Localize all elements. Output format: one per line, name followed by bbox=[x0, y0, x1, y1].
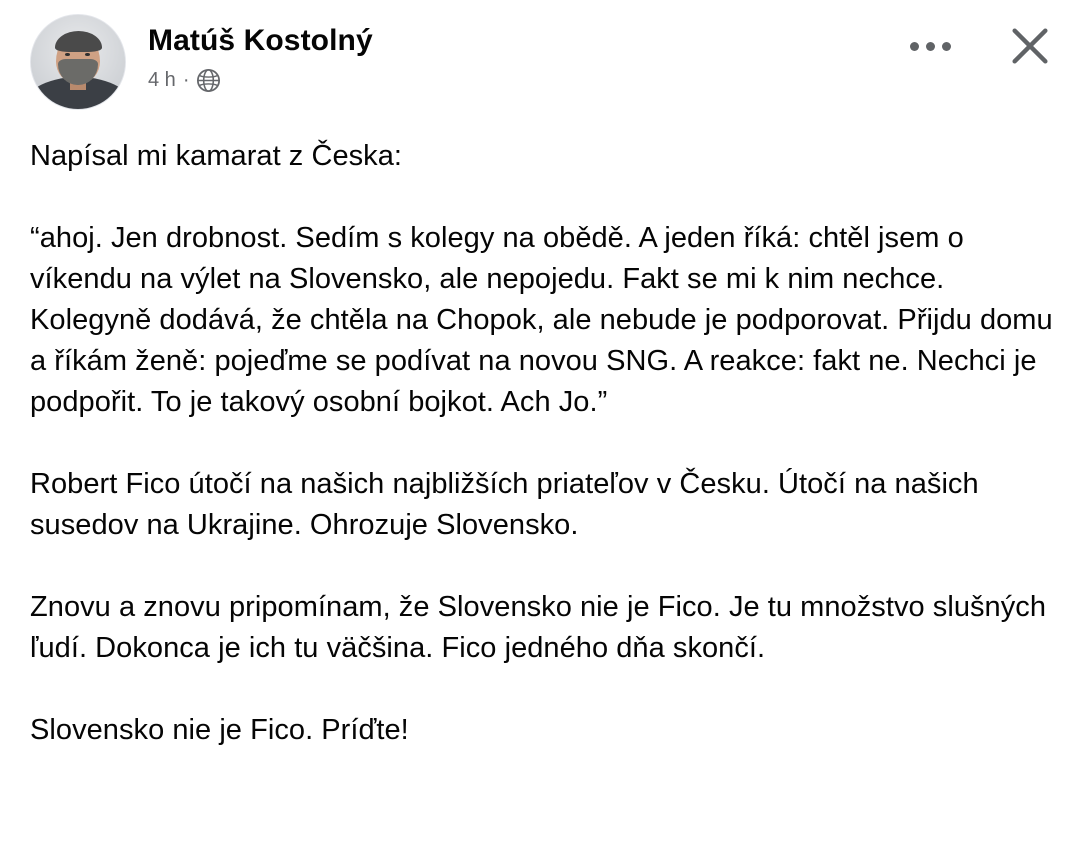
dot-icon bbox=[910, 42, 919, 51]
globe-icon[interactable] bbox=[196, 68, 221, 93]
close-button[interactable] bbox=[1004, 20, 1056, 72]
post-paragraph: Napísal mi kamarat z Česka: bbox=[30, 140, 403, 172]
post-header-actions bbox=[902, 14, 1056, 72]
post-paragraph: Robert Fico útočí na našich najbližších priateľov v Česku. Útočí na našich susedov na Ukrajine. Ohrozuje Slovensko. bbox=[30, 468, 987, 541]
more-options-button[interactable] bbox=[902, 26, 958, 66]
dot-icon bbox=[926, 42, 935, 51]
close-icon bbox=[1007, 23, 1053, 69]
post-paragraph: “ahoj. Jen drobnost. Sedím s kolegy na obědě. A jeden říká: chtěl jsem o víkendu na výlet na Slovensko, ale nepojedu. Fakt se mi k nim nechce. Kolegyně dodává, že chtěla na Chopok, ale nebude je podporovat. Přijdu domu a říkám ženě: pojeďme se podívat na novou SNG. A reakce: fakt ne. Nechci je podpořit. To je takový osobní bojkot. Ach Jo.” bbox=[30, 222, 1061, 418]
dot-icon bbox=[942, 42, 951, 51]
post-timestamp[interactable]: 4 h bbox=[148, 68, 176, 91]
post-message bbox=[0, 120, 1080, 751]
post-paragraph: Slovensko nie je Fico. Príďte! bbox=[30, 714, 409, 746]
post-header-text bbox=[148, 14, 902, 92]
author-name[interactable]: Matúš Kostolný bbox=[148, 24, 373, 57]
avatar[interactable] bbox=[30, 14, 126, 110]
post-paragraph: Znovu a znovu pripomínam, že Slovensko nie je Fico. Je tu množstvo slušných ľudí. Dokonca je ich tu väčšina. Fico jedného dňa skončí. bbox=[30, 591, 1055, 664]
post-meta bbox=[148, 67, 902, 92]
post-header bbox=[0, 0, 1080, 120]
meta-separator: · bbox=[182, 68, 190, 91]
